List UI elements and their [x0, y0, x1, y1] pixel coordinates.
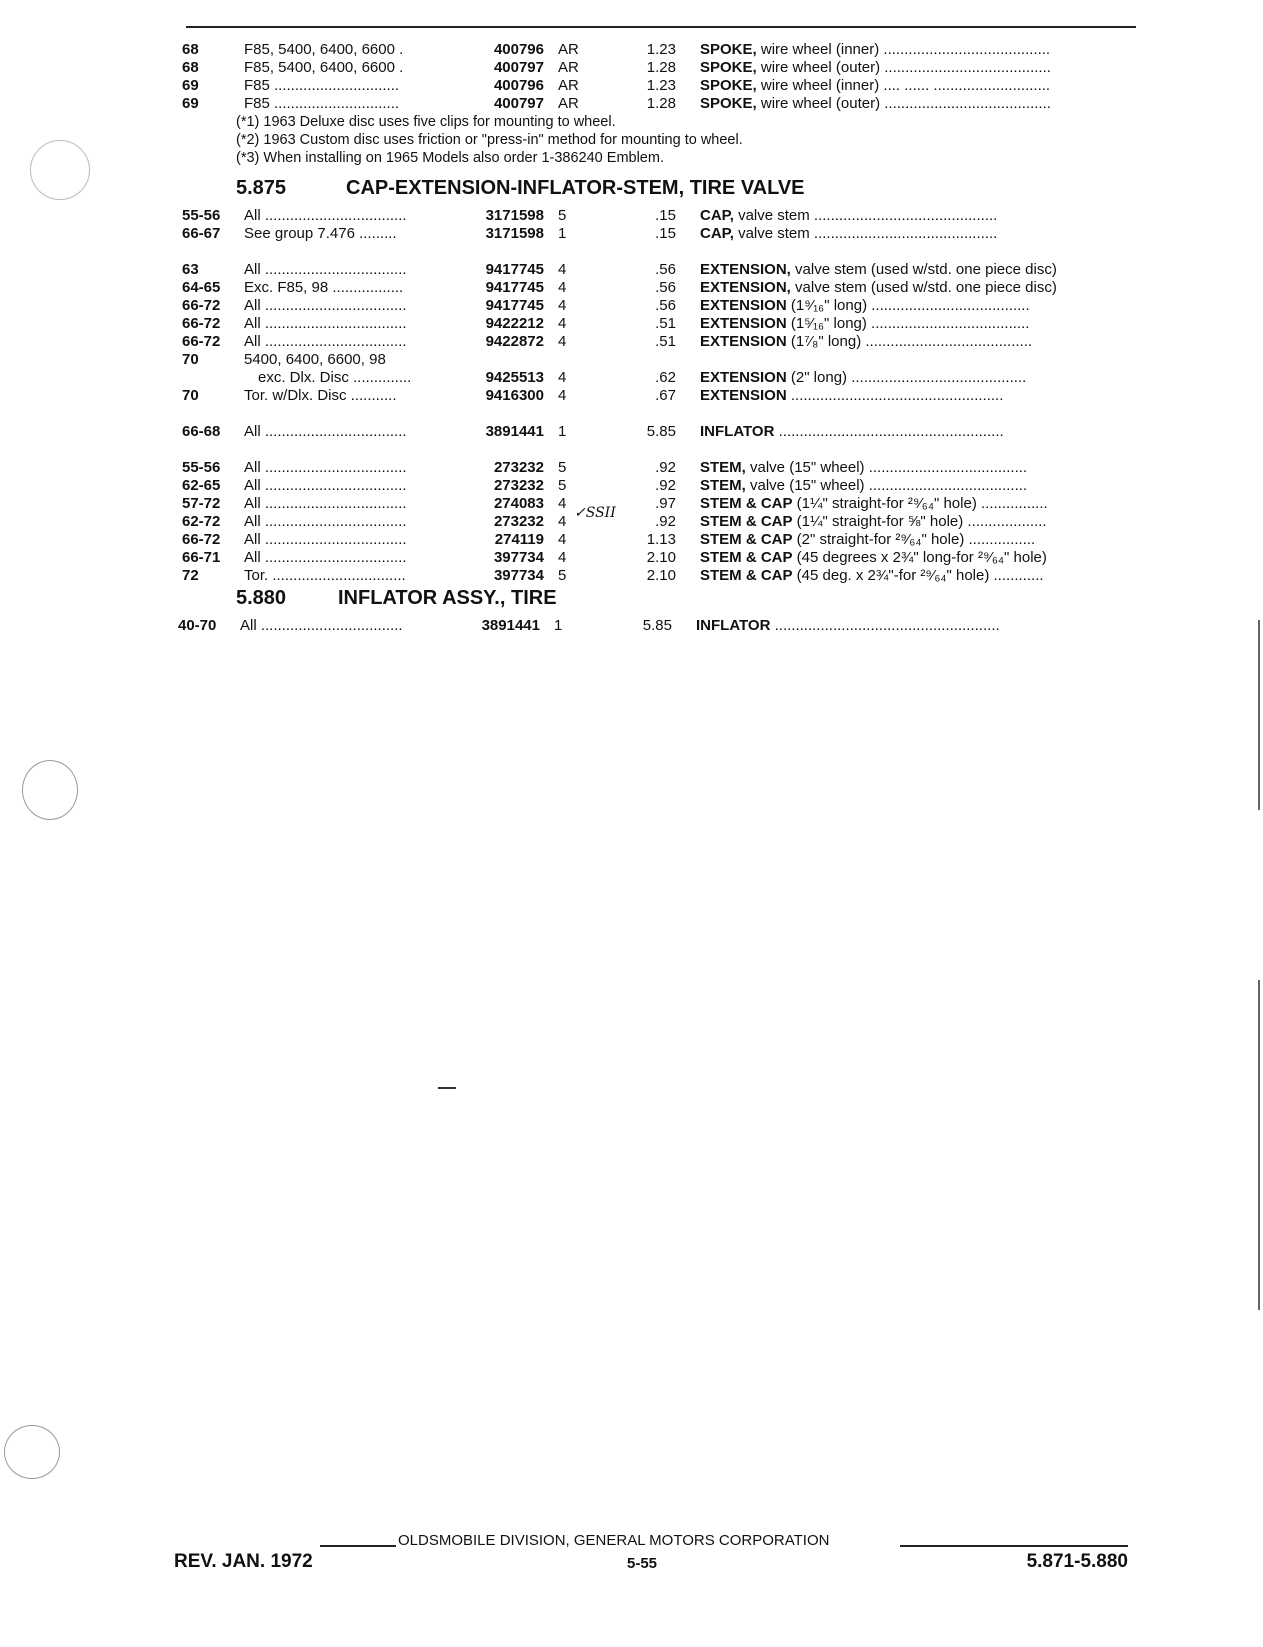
quantity: 1 — [554, 617, 563, 634]
model-applicability: F85, 5400, 6400, 6600 . — [244, 59, 404, 76]
parts-row — [0, 58, 1263, 77]
parts-row — [0, 494, 1263, 513]
part-description — [700, 332, 1136, 351]
part-description — [700, 296, 1136, 315]
part-number: 397734 — [493, 549, 544, 566]
model-applicability: All .................................. — [244, 495, 407, 512]
part-description — [700, 58, 1136, 77]
part-detail: ................................................... — [786, 387, 1004, 404]
price: 1.23 — [646, 41, 676, 58]
model-applicability: All .................................. — [244, 333, 407, 350]
model-applicability: Exc. F85, 98 ................. — [244, 279, 404, 296]
part-name: STEM & CAP — [700, 567, 793, 584]
model-applicability: exc. Dlx. Disc .............. — [258, 369, 412, 386]
model-years: 55-56 — [182, 459, 221, 476]
model-years: 57-72 — [182, 495, 221, 512]
model-applicability: All .................................. — [244, 459, 407, 476]
part-description — [700, 422, 1136, 441]
parts-row — [0, 422, 1263, 441]
section-title: CAP-EXTENSION-INFLATOR-STEM, TIRE VALVE — [346, 177, 805, 199]
part-detail: wire wheel (outer) ........................................ — [756, 95, 1051, 112]
part-detail: (45 degrees x 2¾" long-for ²⁹⁄₆₄" hole) — [792, 549, 1047, 566]
part-description — [696, 616, 1132, 635]
part-detail: valve (15" wheel) ...................................... — [745, 459, 1028, 476]
model-years: 64-65 — [182, 279, 221, 296]
part-detail: (1¼" straight-for ²⁹⁄₆₄" hole) ................ — [792, 495, 1048, 512]
top-rule — [186, 26, 1136, 28]
part-number: 274083 — [493, 495, 544, 512]
part-number: 9417745 — [485, 297, 544, 314]
price: .62 — [655, 369, 676, 386]
quantity: 1 — [558, 423, 567, 440]
model-years: 66-72 — [182, 297, 221, 314]
part-name: EXTENSION — [700, 333, 787, 350]
model-applicability: 5400, 6400, 6600, 98 — [244, 351, 386, 368]
parts-row — [0, 512, 1263, 531]
price: 2.10 — [646, 567, 676, 584]
model-applicability: All .................................. — [244, 477, 407, 494]
quantity: 4 — [558, 387, 567, 404]
quantity: 1 — [558, 225, 567, 242]
part-description — [700, 530, 1136, 549]
model-years: 55-56 — [182, 207, 221, 224]
part-description — [700, 476, 1136, 495]
quantity: 5 — [558, 207, 567, 224]
model-years: 70 — [182, 351, 199, 368]
part-name: STEM & CAP — [700, 531, 793, 548]
price: .51 — [655, 333, 676, 350]
quantity: 4 — [558, 531, 567, 548]
part-number: 273232 — [493, 477, 544, 494]
footer-rule-right — [900, 1545, 1128, 1547]
part-number: 400796 — [493, 41, 544, 58]
part-name: EXTENSION — [700, 297, 787, 314]
quantity: AR — [558, 95, 579, 112]
parts-row — [0, 260, 1263, 279]
model-applicability: F85, 5400, 6400, 6600 . — [244, 41, 404, 58]
quantity: AR — [558, 77, 579, 94]
part-description — [700, 386, 1136, 405]
parts-row — [0, 314, 1263, 333]
part-name: STEM & CAP — [700, 549, 793, 566]
model-years: 66-72 — [182, 531, 221, 548]
part-description — [700, 40, 1136, 59]
revision-date: REV. JAN. 1972 — [174, 1551, 313, 1572]
part-name: EXTENSION — [700, 315, 787, 332]
model-applicability: Tor. ................................ — [244, 567, 406, 584]
part-name: SPOKE, — [700, 41, 757, 58]
price: .56 — [655, 297, 676, 314]
part-name: EXTENSION, — [700, 279, 791, 296]
part-detail: wire wheel (outer) ........................................ — [756, 59, 1051, 76]
part-detail: valve (15" wheel) ...................................... — [745, 477, 1028, 494]
model-applicability: All .................................. — [244, 261, 407, 278]
scan-edge — [1258, 620, 1260, 810]
price: .56 — [655, 261, 676, 278]
part-detail: ...................................................... — [774, 423, 1004, 440]
part-name: STEM, — [700, 459, 746, 476]
model-applicability: All .................................. — [244, 315, 407, 332]
punch-hole — [22, 760, 78, 820]
model-years: 66-72 — [182, 315, 221, 332]
part-detail: valve stem ............................................ — [733, 225, 998, 242]
price: 1.28 — [646, 95, 676, 112]
parts-row — [0, 386, 1263, 405]
part-number: 400796 — [493, 77, 544, 94]
handwritten-annotation: ✓SSII — [574, 505, 616, 521]
parts-row — [0, 206, 1263, 225]
quantity: 4 — [558, 315, 567, 332]
price: 5.85 — [646, 423, 676, 440]
part-number: 9422212 — [485, 315, 544, 332]
parts-row — [0, 458, 1263, 477]
parts-row — [0, 94, 1263, 113]
model-years: 40-70 — [178, 617, 217, 634]
quantity: 4 — [558, 297, 567, 314]
model-years: 70 — [182, 387, 199, 404]
part-name: SPOKE, — [700, 59, 757, 76]
part-name: INFLATOR — [696, 617, 771, 634]
price: .97 — [655, 495, 676, 512]
parts-row — [0, 278, 1263, 297]
part-description — [700, 76, 1136, 95]
part-name: STEM & CAP — [700, 495, 793, 512]
punch-hole — [4, 1425, 60, 1479]
parts-row — [0, 476, 1263, 495]
model-years: 62-65 — [182, 477, 221, 494]
quantity: 4 — [558, 333, 567, 350]
model-years: 72 — [182, 567, 199, 584]
parts-row — [0, 548, 1263, 567]
price: 5.85 — [642, 617, 672, 634]
price: 1.23 — [646, 77, 676, 94]
part-number: 400797 — [493, 95, 544, 112]
price: .51 — [655, 315, 676, 332]
price: .15 — [655, 207, 676, 224]
model-applicability: All .................................. — [244, 423, 407, 440]
part-number: 273232 — [493, 459, 544, 476]
part-description — [700, 368, 1136, 387]
part-name: EXTENSION — [700, 387, 787, 404]
quantity: AR — [558, 59, 579, 76]
model-years: 69 — [182, 77, 199, 94]
model-applicability: All .................................. — [244, 549, 407, 566]
part-description — [700, 458, 1136, 477]
part-number: 3891441 — [481, 617, 540, 634]
part-detail: (1⁹⁄₁₆" long) ...................................... — [786, 297, 1030, 314]
part-detail: (1⁵⁄₁₆" long) ...................................... — [786, 315, 1030, 332]
part-name: STEM & CAP — [700, 513, 793, 530]
quantity: 4 — [558, 513, 567, 530]
part-description — [700, 548, 1136, 567]
price: .92 — [655, 513, 676, 530]
quantity: 4 — [558, 495, 567, 512]
model-applicability: All .................................. — [244, 207, 407, 224]
section-number: 5.880 — [236, 587, 287, 609]
model-applicability: All .................................. — [244, 513, 407, 530]
parts-row — [0, 76, 1263, 95]
model-years: 62-72 — [182, 513, 221, 530]
parts-row — [0, 616, 1263, 635]
part-description — [700, 566, 1136, 585]
parts-row — [0, 350, 1263, 369]
part-name: SPOKE, — [700, 77, 757, 94]
model-applicability: See group 7.476 ......... — [244, 225, 397, 242]
part-name: CAP, — [700, 207, 734, 224]
price: .56 — [655, 279, 676, 296]
model-years: 66-72 — [182, 333, 221, 350]
parts-row — [0, 530, 1263, 549]
price: .67 — [655, 387, 676, 404]
part-description — [700, 314, 1136, 333]
model-years: 66-67 — [182, 225, 221, 242]
quantity: 4 — [558, 369, 567, 386]
part-description — [700, 206, 1136, 225]
part-detail: valve stem (used w/std. one piece disc) — [790, 279, 1057, 296]
quantity: 4 — [558, 261, 567, 278]
price: 1.28 — [646, 59, 676, 76]
quantity: 5 — [558, 477, 567, 494]
model-years: 68 — [182, 59, 199, 76]
part-detail: (1⁷⁄₈" long) ........................................ — [786, 333, 1033, 350]
quantity: AR — [558, 41, 579, 58]
part-description — [700, 260, 1136, 279]
part-description — [700, 94, 1136, 113]
price: 1.13 — [646, 531, 676, 548]
part-number: 273232 — [493, 513, 544, 530]
part-description — [700, 278, 1136, 297]
price: .92 — [655, 477, 676, 494]
model-applicability: All .................................. — [244, 531, 407, 548]
section-title: INFLATOR ASSY., TIRE — [338, 587, 557, 609]
price: .92 — [655, 459, 676, 476]
parts-row — [0, 566, 1263, 585]
model-applicability: All .................................. — [240, 617, 403, 634]
page-number: 5-55 — [626, 1555, 658, 1572]
part-number: 9425513 — [485, 369, 544, 386]
price: .15 — [655, 225, 676, 242]
part-detail: valve stem (used w/std. one piece disc) — [790, 261, 1057, 278]
part-name: EXTENSION, — [700, 261, 791, 278]
part-name: EXTENSION — [700, 369, 787, 386]
scan-edge — [1258, 980, 1260, 1310]
part-name: CAP, — [700, 225, 734, 242]
model-years: 63 — [182, 261, 199, 278]
part-name: SPOKE, — [700, 95, 757, 112]
model-years: 66-71 — [182, 549, 221, 566]
part-detail: wire wheel (inner) .... ...... ............................ — [756, 77, 1051, 94]
model-applicability: F85 .............................. — [244, 95, 400, 112]
part-number: 9422872 — [485, 333, 544, 350]
part-detail: ...................................................... — [770, 617, 1000, 634]
model-applicability: All .................................. — [244, 297, 407, 314]
part-number: 3891441 — [485, 423, 544, 440]
model-years: 68 — [182, 41, 199, 58]
parts-row — [0, 332, 1263, 351]
footnote: (*1) 1963 Deluxe disc uses five clips for mounting to wheel. — [236, 114, 616, 130]
quantity: 5 — [558, 459, 567, 476]
part-detail: (45 deg. x 2¾"-for ²⁹⁄₆₄" hole) ............ — [792, 567, 1044, 584]
model-applicability: Tor. w/Dlx. Disc ........... — [244, 387, 397, 404]
footer-rule-left — [320, 1545, 396, 1547]
part-description — [700, 224, 1136, 243]
quantity: 4 — [558, 279, 567, 296]
part-number: 400797 — [493, 59, 544, 76]
part-number: 9417745 — [485, 279, 544, 296]
model-years: 66-68 — [182, 423, 221, 440]
part-name: INFLATOR — [700, 423, 775, 440]
parts-row — [0, 368, 1263, 387]
part-number: 274119 — [494, 531, 544, 548]
footnote: (*2) 1963 Custom disc uses friction or "press-in" method for mounting to wheel. — [236, 132, 743, 148]
part-description — [700, 494, 1136, 513]
part-detail: (1¼" straight-for ⅝" hole) ................... — [792, 513, 1047, 530]
parts-row — [0, 296, 1263, 315]
part-detail: wire wheel (inner) ........................................ — [756, 41, 1051, 58]
part-name: STEM, — [700, 477, 746, 494]
part-number: 9416300 — [485, 387, 544, 404]
part-detail: valve stem ............................................ — [733, 207, 998, 224]
part-number: 397734 — [493, 567, 544, 584]
part-description — [700, 512, 1136, 531]
quantity: 5 — [558, 567, 567, 584]
parts-row — [0, 40, 1263, 59]
part-number: 3171598 — [485, 225, 544, 242]
part-number: 9417745 — [485, 261, 544, 278]
model-years: 69 — [182, 95, 199, 112]
footnote: (*3) When installing on 1965 Models also order 1-386240 Emblem. — [236, 150, 664, 166]
part-detail: (2" long) .......................................... — [786, 369, 1027, 386]
group-range: 5.871-5.880 — [1026, 1551, 1128, 1572]
model-applicability: F85 .............................. — [244, 77, 400, 94]
section-number: 5.875 — [236, 177, 287, 199]
footer-corporation: OLDSMOBILE DIVISION, GENERAL MOTORS CORPORATION — [398, 1532, 830, 1549]
parts-row — [0, 224, 1263, 243]
price: 2.10 — [646, 549, 676, 566]
quantity: 4 — [558, 549, 567, 566]
part-number: 3171598 — [485, 207, 544, 224]
part-detail: (2" straight-for ²⁹⁄₆₄" hole) ................ — [792, 531, 1036, 548]
punch-hole — [30, 140, 90, 200]
stray-mark — [438, 1087, 456, 1089]
